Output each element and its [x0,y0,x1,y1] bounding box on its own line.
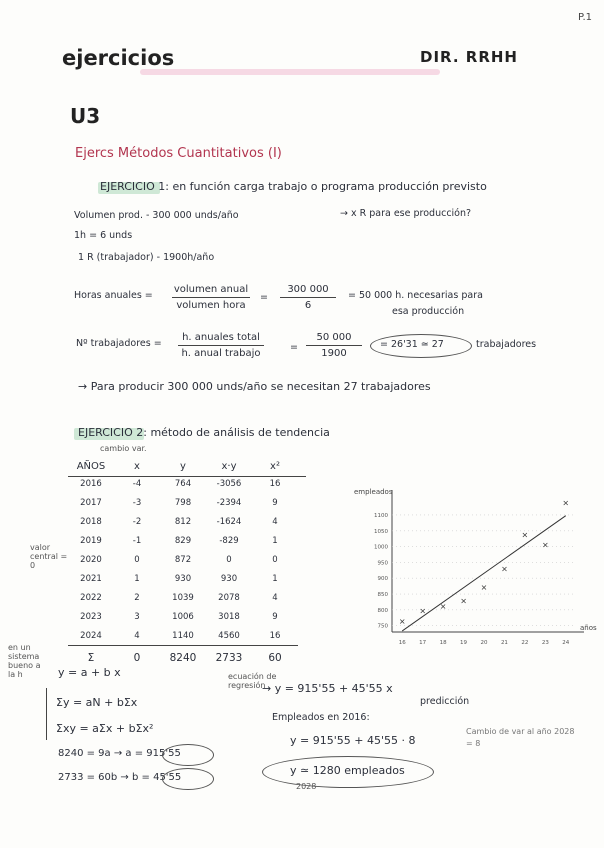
table-cell: -1 [132,535,142,546]
hours-result-line2: esa producción [392,306,465,317]
workers-label: Nº trabajadores = [76,338,162,349]
conclusion-line: → Para producir 300 000 unds/año se necesitan 27 trabajadores [78,380,431,393]
table-cell: 2024 [80,630,102,641]
system-bracket [46,688,47,740]
workers-result: = 26'31 ≃ 27 [380,339,444,350]
x-tick-label: 24 [562,640,570,646]
hours-numerator: volumen anual [173,284,249,295]
table-cell: 2 [134,592,140,603]
table-cell: 1140 [172,630,194,641]
workers-numerator: h. anuales total [182,332,260,343]
employees-2016-label: Empleados en 2016: [272,712,370,723]
table-cell: 1 [272,573,278,584]
table-cell: 0 [114,646,160,671]
table-cell: -829 [219,535,239,546]
col-header: y [180,460,186,472]
equation-2: Σy = aN + bΣx [56,696,138,709]
x-tick-label: 18 [439,640,447,646]
table-row [68,626,298,646]
y-tick-label: 950 [377,560,388,567]
data-point: × [521,530,529,540]
table-cell: 4 [272,592,278,603]
hours-denominator: volumen hora [176,300,246,311]
prediction-calc: y = 915'55 + 45'55 · 8 [290,734,416,747]
x-tick-label: 22 [521,640,529,646]
table-cell: 9 [272,497,278,508]
workers-value-denominator: 1900 [321,348,347,359]
x-tick-label: 19 [460,640,468,646]
table-cell: 829 [174,535,192,546]
table-cell: 3 [134,611,140,622]
table-row [68,493,298,512]
b-circle [162,768,214,790]
side-note: valor central = 0 [30,543,68,570]
table-cell: 8240 [160,646,206,671]
table-cell: 930 [174,573,192,584]
table-cell: 798 [174,497,192,508]
col-header: x² [270,460,280,472]
table-cell: 9 [272,611,278,622]
table-header-row [68,458,298,474]
page-title: ejercicios [62,46,175,70]
notebook-page: P.1 ejercicios DIR. RRHH U3 Ejercs Métodos Cuantitativos (I) EJERCICIO 1: en función carga trabajo o programa producción previsto Volumen prod. - 300 000 unds/año → x R para ese producción? 1h = 6 unds 1 R (trabajador) - 1900h/año Horas anuales = volumen anual volumen hora = 300 000 6 = 50 000 h. necesarias para esa producción Nº trabajadores = h. anuales total h. anual trabajo = 50 000 1900 = 26'31 ≃ 27 trabajadores → Para producir 300 000 unds/año se necesitan 27 trabajadores EJERCICIO 2: método de análisis de tendencia cambio var. AÑOS x y x·y x² 2016 -4 764 -3056 16 2017 -3 798 -2394 9 2018 -2 812 -1624 4 2019 -1 829 -829 1 2020 0 872 0 0 2021 1 930 930 1 2022 2 1039 2078 4 2023 3 1006 3018 9 2024 4 1140 4560 16 Σ 0 8240 2733 60 valor central = 0 en un sistema bueno a la h empleados años 750 800 850 900 950 1000 1050 1100 16 17 18 19 20 21 22 23 24 × × × × × × × × × y = a + b x Σy = aN + bΣx Σxy = aΣx + bΣx² 8240 = 9a → a = 915'55 2733 = 60b → b = 45'55 ecuación de regresión → y = 915'55 + 45'55 x predicción Empleados en 2016: y = 915'55 + 45'55 · 8 Cambio de var al año 2028 = 8 y ≃ 1280 empleados 2028 [0,0,604,848]
worker-line: 1 R (trabajador) - 1900h/año [78,252,215,263]
x-tick-label: 23 [541,640,549,646]
scatter-chart [352,482,597,652]
workers-unit: trabajadores [476,339,537,350]
table-cell: 764 [174,478,192,489]
table-cell: -3 [132,497,142,508]
table-cell: 2078 [218,592,240,603]
workers-denominator: h. anual trabajo [181,348,261,359]
table-cell: 4 [272,516,278,527]
workers-value-numerator: 50 000 [316,332,352,343]
table-row [68,607,298,626]
data-point: × [480,583,488,593]
table-row [68,550,298,569]
data-point: × [501,564,508,574]
question-line: → x R para ese producción? [340,208,472,219]
side-note-2: en un sistema bueno a la h [8,643,41,679]
x-tick-label: 16 [398,640,406,646]
change-var-note: cambio var. [100,444,147,453]
table-cell: 60 [252,646,298,671]
table-cell: -4 [132,478,142,489]
section-subtitle: Ejercs Métodos Cuantitativos (I) [75,146,282,161]
exercise1-heading: EJERCICIO 1: en función carga trabajo o programa producción previsto [100,180,487,193]
y-tick-label: 1000 [374,544,388,551]
y-tick-label: 850 [377,592,388,599]
table-cell: 872 [174,554,192,565]
hour-line: 1h = 6 unds [74,230,133,241]
equation-4: 8240 = 9a → a = 915'55 [58,748,181,759]
table-cell: 930 [220,573,238,584]
table-cell: 16 [269,478,281,489]
table-cell: 2019 [80,535,102,546]
table-cell: 16 [269,630,281,641]
equation-1: y = a + b x [58,666,121,679]
table-cell: 0 [272,554,278,565]
x-tick-label: 21 [500,640,508,646]
exercise2-heading: EJERCICIO 2: método de análisis de tendencia [78,426,330,439]
table-row [68,512,298,531]
table-row [68,531,298,550]
table-cell: -3056 [216,478,242,489]
table-row [68,569,298,588]
data-point: × [562,498,570,508]
table-cell: Σ [68,646,114,671]
table-cell: 1 [272,535,278,546]
header-underline [68,476,306,477]
hours-value-fraction [280,284,336,311]
final-result-subscript: 2028 [296,782,317,791]
y-tick-label: 750 [377,623,388,630]
table-cell: 1039 [172,592,194,603]
table-cell: 0 [134,554,140,565]
table-cell: 2022 [80,592,102,603]
table-cell: 1006 [172,611,194,622]
hours-result: = 50 000 h. necesarias para [348,290,483,301]
page-number: P.1 [578,12,593,23]
volume-line: Volumen prod. - 300 000 unds/año [74,210,239,221]
prediction-label: predicción [420,696,470,707]
x-tick-label: 17 [419,640,427,646]
y-tick-label: 1100 [374,512,388,519]
unit-label: U3 [70,104,101,128]
data-point: × [460,596,467,606]
y-tick-label: 900 [377,576,388,583]
hours-label: Horas anuales = [74,290,153,301]
final-result: y ≃ 1280 empleados [290,764,405,777]
workers-fraction [178,332,264,359]
table-cell: 2016 [80,478,102,489]
data-point: × [398,617,406,627]
table-cell: 2021 [80,573,102,584]
col-header: x·y [221,460,237,472]
trend-line [402,516,566,631]
table-cell: 2020 [80,554,102,565]
data-point: × [541,540,549,550]
workers-value-fraction [306,332,362,359]
y-axis-label: empleados [354,488,393,496]
table-cell: 1 [134,573,140,584]
highlight-stroke [140,69,440,75]
table-cell: 2018 [80,516,102,527]
data-point: × [419,606,427,616]
col-header: x [134,460,140,472]
y-tick-label: 800 [377,607,388,614]
trend-equation: → y = 915'55 + 45'55 x [262,682,393,695]
table-cell: 3018 [218,611,240,622]
trend-label: ecuación de regresión [228,672,277,690]
table-cell: -2 [132,516,142,527]
table-cell: 812 [174,516,192,527]
hours-fraction [172,284,250,311]
equation-5: 2733 = 60b → b = 45'55 [58,772,182,783]
data-point: × [439,602,447,612]
table-cell: 4 [134,630,140,641]
y-tick-label: 1050 [374,528,388,535]
x-tick-label: 20 [480,640,488,646]
table-cell: -1624 [216,516,242,527]
a-circle [162,744,214,766]
table-cell: 2017 [80,497,102,508]
department-label: DIR. RRHH [420,48,518,66]
table-cell: 4560 [218,630,240,641]
table-cell: 0 [226,554,232,565]
hours-value-numerator: 300 000 [287,284,329,295]
col-header: AÑOS [76,460,106,472]
table-cell: 2733 [206,646,252,671]
table-cell: -2394 [216,497,242,508]
table-cell: 2023 [80,611,102,622]
equation-3: Σxy = aΣx + bΣx² [56,722,154,735]
data-table [68,458,298,670]
hours-value-denominator: 6 [304,300,312,311]
table-row [68,588,298,607]
x-axis-label: años [580,624,597,632]
change-note: Cambio de var al año 2028 = 8 [466,727,575,748]
